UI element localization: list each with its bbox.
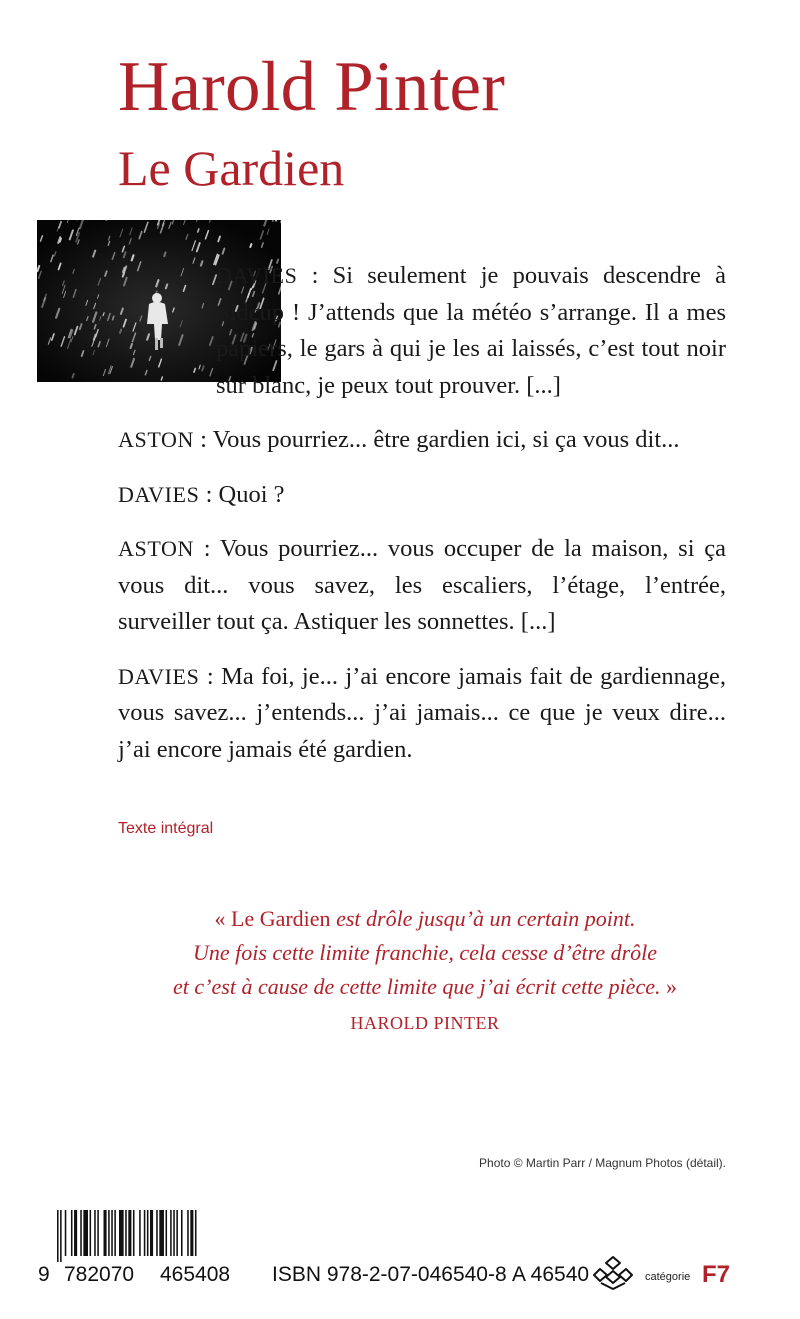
line-text: Quoi ? — [218, 480, 285, 508]
speaker-name: ASTON — [118, 427, 194, 452]
categorie-label: catégorie — [645, 1271, 691, 1283]
speaker-separator: : — [193, 535, 220, 562]
speaker-name: DAVIES — [118, 481, 200, 507]
speaker-name: DAVIES — [118, 663, 200, 689]
book-logo-icon — [593, 1253, 633, 1291]
quote-text: et c’est à cause de cette limite que j’ai écrit cette pièce. — [173, 974, 661, 999]
photo-credit: Photo © Martin Parr / Magnum Photos (détail). — [479, 1156, 726, 1170]
catalogue-reference: A 46540 — [512, 1263, 590, 1286]
barcode-group-1: 782070 — [64, 1263, 135, 1286]
excerpt-line — [118, 477, 726, 514]
line-text: Vous pourriez... être gardien ici, si ça vous dit... — [212, 426, 680, 453]
quote-line-2: Une fois cette limite franchie, cela cesse d’être drôle — [192, 940, 658, 965]
speaker-name: ASTON — [118, 536, 194, 561]
back-cover-footer — [0, 1205, 800, 1305]
speaker-name: DAVIES — [216, 263, 298, 288]
excerpt-line — [118, 258, 726, 404]
quote-line-1 — [160, 902, 690, 936]
excerpt-line — [118, 531, 726, 641]
speaker-separator: : — [199, 480, 219, 508]
speaker-separator: : — [199, 662, 222, 690]
edition-note: Texte intégral — [118, 820, 214, 837]
barcode — [55, 1210, 255, 1262]
quote-open-mark: « — [214, 906, 231, 931]
quote-text: est drôle jusqu’à un certain point. — [330, 906, 636, 931]
play-excerpt — [118, 258, 726, 786]
quote-attribution: HAROLD PINTER — [350, 1013, 500, 1033]
line-text: Ma foi, je... j’ai encore jamais fait de gardiennage, vous savez... j’entends... j’ai jamais... ce que je veux dire... j’ai encore jamais été gardien. — [118, 662, 727, 763]
speaker-separator: : — [297, 262, 333, 289]
quote-work-title: Le Gardien — [231, 906, 331, 931]
speaker-separator: : — [193, 426, 213, 453]
barcode-first-digit: 9 — [38, 1263, 50, 1286]
author-quote — [160, 902, 690, 1040]
book-title: Le Gardien — [118, 140, 345, 196]
excerpt-line — [118, 422, 726, 459]
line-text: Si seulement je pouvais descendre à Sidcup ! J’attends que la météo s’arrange. Il a mes papiers, le gars à qui je les ai laissés, c’est tout noir sur blanc, je peux tout prouver. [...] — [216, 262, 726, 399]
categorie-code: F7 — [702, 1261, 731, 1288]
line-text: Vous pourriez... vous occuper de la maison, si ça vous dit... vous savez, les escaliers, l’étage, l’entrée, surveiller tout ça. Astiquer les sonnettes. [...] — [118, 535, 726, 635]
isbn-number: ISBN 978-2-07-046540-8 — [272, 1263, 507, 1286]
barcode-group-2: 465408 — [160, 1263, 231, 1286]
quote-close-mark: » — [660, 974, 677, 999]
author-name: Harold Pinter — [118, 48, 506, 126]
quote-line-3 — [160, 970, 690, 1004]
excerpt-line — [118, 659, 726, 769]
